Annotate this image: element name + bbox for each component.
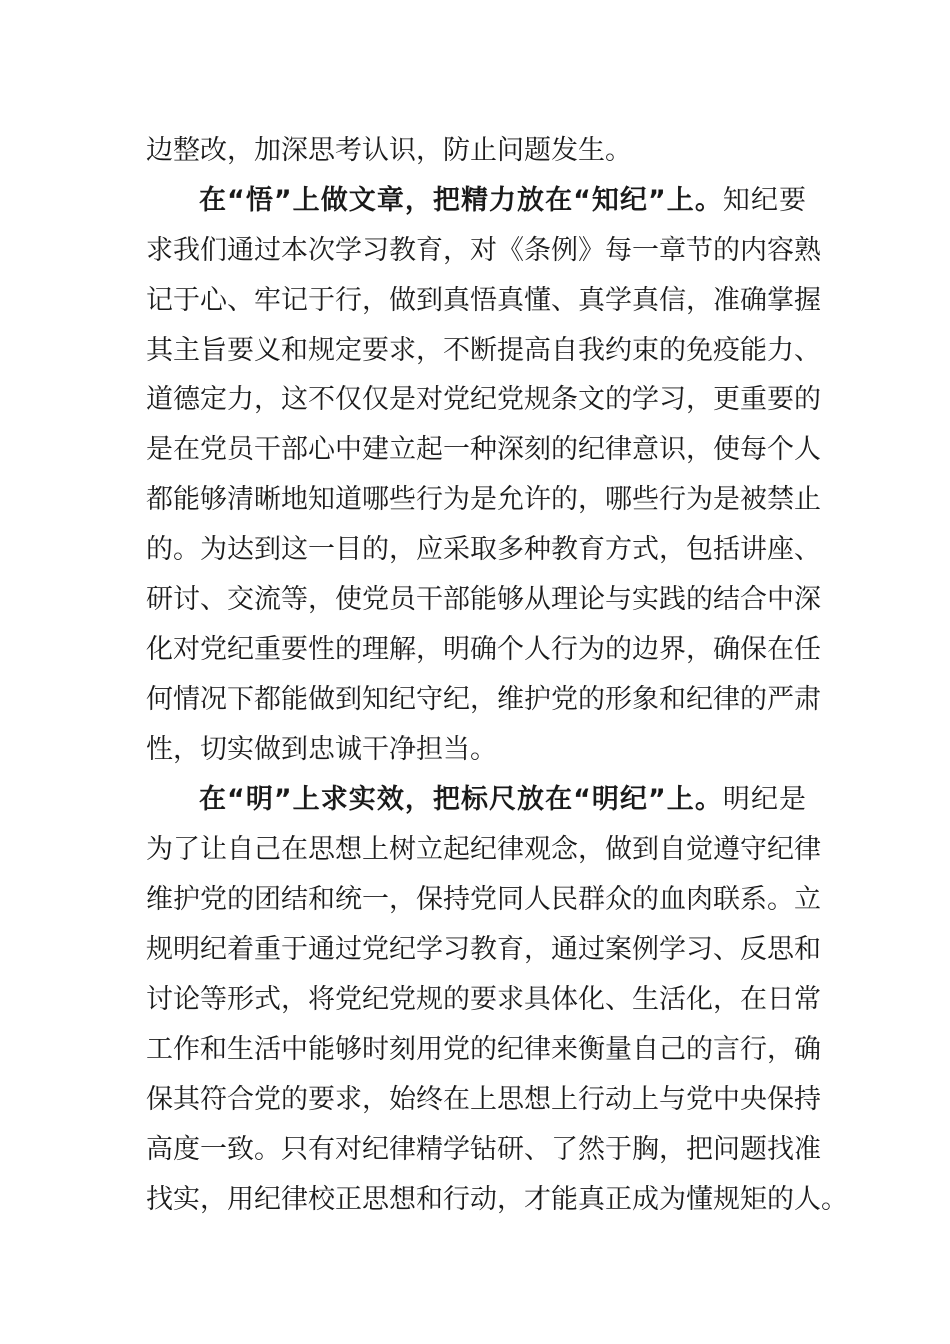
text-line: 维护党的团结和统一，保持党同人民群众的血肉联系。立 <box>146 884 821 915</box>
paragraph-first-line <box>199 780 806 820</box>
text-line: 记于心、牢记于行，做到真悟真懂、真学真信，准确掌握 <box>146 285 821 316</box>
paragraph-first-line <box>199 181 806 221</box>
paragraph-text: 知纪要 <box>722 185 806 216</box>
text-line: 求我们通过本次学习教育，对《条例》每一章节的内容熟 <box>146 235 821 266</box>
text-line: 找实，用纪律校正思想和行动，才能真正成为懂规矩的人。 <box>146 1184 848 1215</box>
text-line: 是在党员干部心中建立起一种深刻的纪律意识，使每个人 <box>146 434 821 465</box>
text-line: 都能够清晰地知道哪些行为是允许的，哪些行为是被禁止 <box>146 484 821 515</box>
text-line: 保其符合党的要求，始终在上思想上行动上与党中央保持 <box>146 1084 821 1115</box>
paragraph-text: 明纪是 <box>722 784 806 815</box>
text-line: 讨论等形式，将党纪党规的要求具体化、生活化，在日常 <box>146 984 821 1015</box>
text-line: 边整改，加深思考认识，防止问题发生。 <box>146 135 632 166</box>
text-line: 化对党纪重要性的理解，明确个人行为的边界，确保在任 <box>146 634 821 665</box>
text-line: 道德定力，这不仅仅是对党纪党规条文的学习，更重要的 <box>146 384 821 415</box>
text-line: 研讨、交流等，使党员干部能够从理论与实践的结合中深 <box>146 584 821 615</box>
text-line: 其主旨要义和规定要求，不断提高自我约束的免疫能力、 <box>146 335 821 366</box>
paragraph-heading: 在“明”上求实效，把标尺放在“明纪”上。 <box>199 784 723 815</box>
text-line: 性，切实做到忠诚干净担当。 <box>146 734 497 765</box>
text-line: 为了让自己在思想上树立起纪律观念，做到自觉遵守纪律 <box>146 834 821 865</box>
text-line: 何情况下都能做到知纪守纪，维护党的形象和纪律的严肃 <box>146 684 821 715</box>
text-line: 工作和生活中能够时刻用党的纪律来衡量自己的言行，确 <box>146 1034 821 1065</box>
paragraph-heading: 在“悟”上做文章，把精力放在“知纪”上。 <box>199 185 723 216</box>
text-line: 规明纪着重于通过党纪学习教育，通过案例学习、反思和 <box>146 934 821 965</box>
text-line: 高度一致。只有对纪律精学钻研、了然于胸，把问题找准 <box>146 1134 821 1165</box>
text-line: 的。为达到这一目的，应采取多种教育方式，包括讲座、 <box>146 534 821 565</box>
